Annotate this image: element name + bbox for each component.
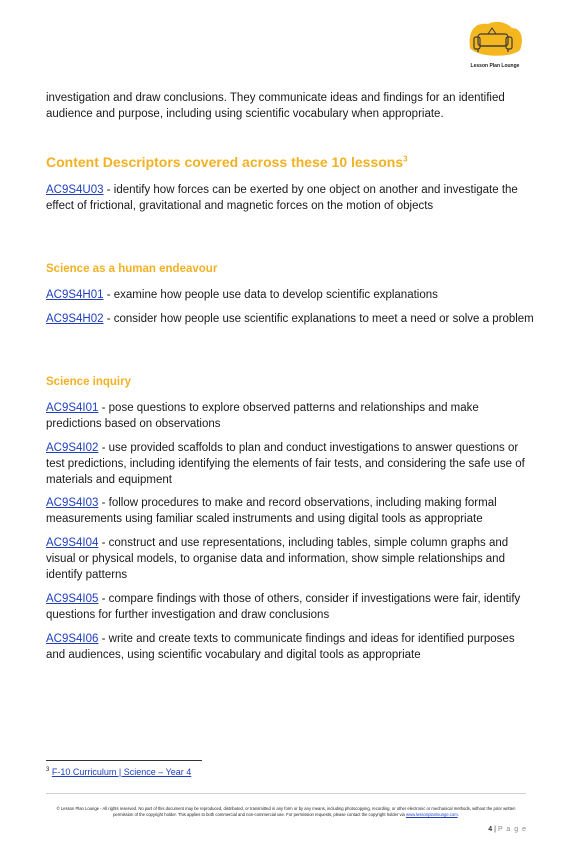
copyright-text: © Lesson Plan Lounge - All rights reserved. No part of this document may be reproduced, distributed, or transmitted in any form or by any means, including photocopying, recording, or other electronic or mechanical methods, without the prior written permission of the copyright holder. This applies to both commercial and non-commercial use. For permission requests, please contact the copyright holder via bbox=[56, 806, 516, 817]
descriptor-main bbox=[46, 182, 534, 214]
list-item bbox=[46, 440, 534, 488]
content-descriptors-heading bbox=[46, 154, 408, 170]
descriptor-text: - identify how forces can be exerted by one object on another and investigate the effect of frictional, gravitational and magnetic forces on the motion of objects bbox=[46, 184, 518, 212]
footer-divider bbox=[46, 793, 526, 794]
page-label: P a g e bbox=[497, 826, 527, 833]
heading-text: Content Descriptors covered across these 10 lessons bbox=[46, 154, 404, 170]
page-num: 4 bbox=[488, 826, 493, 833]
descriptor-text: - examine how people use data to develop scientific explanations bbox=[103, 289, 438, 301]
descriptor-text: - consider how people use scientific explanations to meet a need or solve a problem bbox=[103, 313, 534, 325]
copyright-notice bbox=[46, 806, 526, 818]
descriptor-text: - pose questions to explore observed patterns and relationships and make predictions based on observations bbox=[46, 402, 479, 430]
copyright-end: . bbox=[457, 812, 459, 817]
descriptor-text: - write and create texts to communicate findings and ideas for identified purposes and audiences, using scientific vocabulary and digital tools as appropriate bbox=[46, 633, 515, 661]
descriptor-link[interactable]: AC9S4H01 bbox=[46, 289, 104, 301]
footnote-ref: 3 bbox=[403, 154, 408, 164]
page-sep: | bbox=[494, 826, 496, 833]
descriptor-text: - construct and use representations, including tables, simple column graphs and visual or physical models, to organise data and information, show simple relationships and identify patterns bbox=[46, 537, 509, 581]
list-item bbox=[46, 495, 534, 527]
sofa-logo-icon bbox=[462, 18, 528, 64]
descriptor-link[interactable]: AC9S4U03 bbox=[46, 184, 104, 196]
list-item bbox=[46, 591, 534, 623]
descriptor-link[interactable]: AC9S4I03 bbox=[46, 497, 99, 509]
page-number bbox=[488, 826, 527, 833]
descriptor-link[interactable]: AC9S4I04 bbox=[46, 537, 99, 549]
intro-paragraph: investigation and draw conclusions. They communicate ideas and findings for an identified audience and purpose, including using scientific vocabulary when appropriate. bbox=[46, 92, 505, 120]
curriculum-link[interactable]: F-10 Curriculum | Science – Year 4 bbox=[51, 767, 192, 777]
list-item bbox=[46, 400, 534, 432]
descriptor-link[interactable]: AC9S4I02 bbox=[46, 442, 99, 454]
footnote-divider bbox=[46, 760, 202, 761]
descriptor-link[interactable]: AC9S4I06 bbox=[46, 633, 99, 645]
descriptor-text: - use provided scaffolds to plan and conduct investigations to answer questions or test predictions, including identifying the elements of fair tests, and considering the safe use of materials and equipment bbox=[46, 442, 525, 486]
list-item bbox=[46, 311, 534, 327]
logo-text: Lesson Plan Lounge bbox=[470, 63, 520, 69]
descriptor-text: - compare findings with those of others, consider if investigations were fair, identify questions for further investigation and draw conclusions bbox=[46, 593, 521, 621]
descriptor-link[interactable]: AC9S4I01 bbox=[46, 402, 99, 414]
descriptor-text: - follow procedures to make and record observations, including making formal measurements using familiar scaled instruments and using digital tools as appropriate bbox=[46, 497, 497, 525]
descriptor-link[interactable]: AC9S4H02 bbox=[46, 313, 104, 325]
list-item bbox=[46, 535, 534, 583]
lesson-plan-lounge-logo bbox=[462, 18, 528, 72]
descriptor-link[interactable]: AC9S4I05 bbox=[46, 593, 99, 605]
website-link[interactable]: www.lessonplanlounge.com bbox=[406, 812, 458, 817]
footnote-number: 3 bbox=[46, 767, 50, 773]
list-item bbox=[46, 631, 534, 663]
footnote bbox=[46, 767, 191, 777]
human-endeavour-heading: Science as a human endeavour bbox=[46, 263, 218, 275]
science-inquiry-heading: Science inquiry bbox=[46, 376, 132, 388]
list-item bbox=[46, 287, 534, 303]
